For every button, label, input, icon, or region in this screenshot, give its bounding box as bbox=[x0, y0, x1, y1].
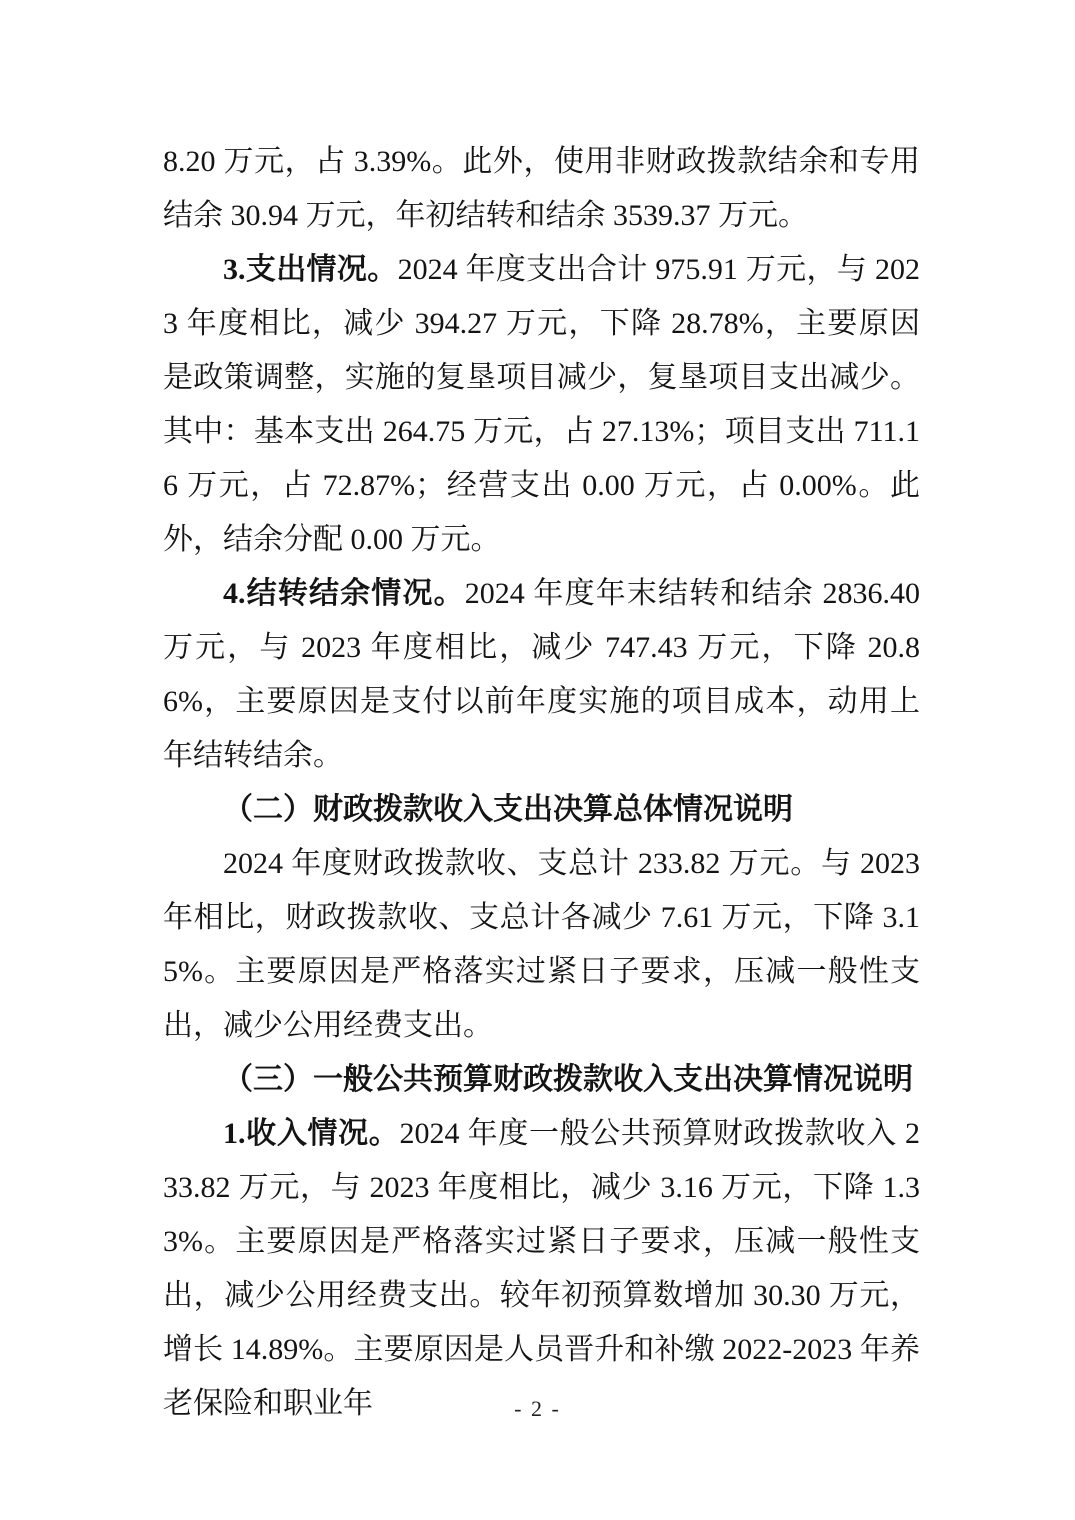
section-heading-3 bbox=[163, 1053, 920, 1107]
paragraph-text: 2024 年度财政拨款收、支总计 233.82 万元。与 2023 年相比，财政拨款收、支总计各减少 7.61 万元，下降 3.15%。主要原因是严格落实过紧日子要求，压减一般性支出，减少公用经费支出。 bbox=[163, 847, 920, 1042]
paragraph-lead: 1.收入情况。 bbox=[223, 1117, 400, 1150]
paragraph-text: 2024 年度支出合计 975.91 万元，与 2023 年度相比，减少 394.27 万元，下降 28.78%，主要原因是政策调整，实施的复垦项目减少，复垦项目支出减少。其中：基本支出 264.75 万元，占 27.13%；项目支出 711.16 万元，占 72.87%；经营支出 0.00 万元，占 0.00%。此外，结余分配 0.00 万元。 bbox=[163, 253, 921, 556]
document-body bbox=[163, 135, 920, 1431]
paragraph-text: 8.20 万元，占 3.39%。此外，使用非财政拨款结余和专用结余 30.94 万元，年初结转和结余 3539.37 万元。 bbox=[163, 145, 920, 232]
heading-text: （二）财政拨款收入支出决算总体情况说明 bbox=[223, 793, 793, 826]
page-number: - 2 - bbox=[514, 1396, 561, 1421]
paragraph-carryover bbox=[163, 567, 920, 783]
paragraph-text: 2024 年度年末结转和结余 2836.40 万元，与 2023 年度相比，减少 747.43 万元，下降 20.86%，主要原因是支付以前年度实施的项目成本，动用上年结转结余。 bbox=[163, 577, 921, 772]
paragraph-lead: 3.支出情况。 bbox=[223, 253, 398, 286]
paragraph-expenditure bbox=[163, 243, 920, 567]
section-heading-2 bbox=[163, 783, 920, 837]
paragraph-fiscal-total bbox=[163, 837, 920, 1053]
paragraph-income bbox=[163, 1107, 920, 1431]
heading-text: （三）一般公共预算财政拨款收入支出决算情况说明 bbox=[223, 1063, 913, 1096]
paragraph-lead: 4.结转结余情况。 bbox=[223, 577, 465, 610]
paragraph-text: 2024 年度一般公共预算财政拨款收入 233.82 万元，与 2023 年度相比，减少 3.16 万元，下降 1.33%。主要原因是严格落实过紧日子要求，压减一般性支出，减少公用经费支出。较年初预算数增加 30.30 万元，增长 14.89%。主要原因是人员晋升和补缴 2022-2023 年养老保险和职业年 bbox=[163, 1117, 921, 1420]
paragraph-continuation bbox=[163, 135, 920, 243]
